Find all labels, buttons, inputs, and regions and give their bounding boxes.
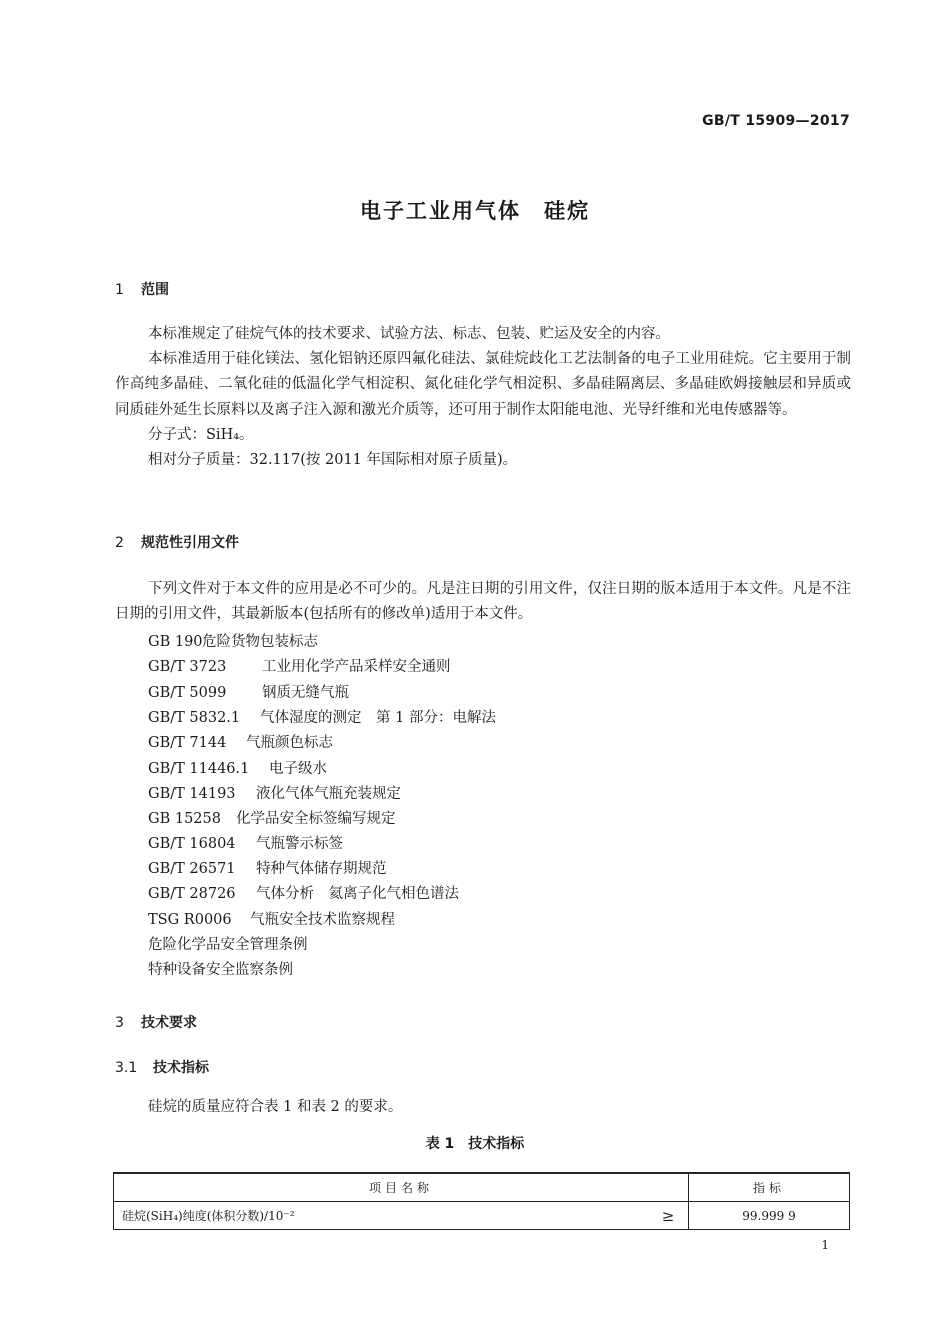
reference-title: 工业用化学产品采样安全通则 [262, 659, 451, 675]
reference-code: GB/T 11446.1 [148, 761, 250, 777]
reference-item [148, 630, 318, 651]
reference-code: GB/T 5099 [148, 685, 227, 701]
reference-code: GB/T 16804 [148, 836, 236, 852]
reference-code: GB/T 3723 [148, 659, 227, 675]
reference-code: GB/T 26571 [148, 861, 236, 877]
reference-code: TSG R0006 [148, 912, 232, 928]
reference-title: 气瓶安全技术监察规程 [250, 912, 395, 928]
reference-item [148, 857, 387, 878]
reference-item [148, 933, 308, 954]
table-header-value: 指标 [689, 1173, 850, 1202]
reference-item [148, 731, 333, 752]
section-number: 3 [115, 1015, 124, 1031]
document-title: 电子工业用气体 硅烷 [360, 199, 590, 223]
reference-title: 特种设备安全监察条例 [148, 962, 293, 978]
section-1-heading [115, 279, 169, 299]
reference-title: 液化气体气瓶充装规定 [256, 786, 401, 802]
reference-title: 气体分析 氦离子化气相色谱法 [256, 886, 459, 902]
reference-title: 气瓶警示标签 [256, 836, 343, 852]
reference-title: 电子级水 [269, 761, 327, 777]
paragraph: 相对分子质量：32.117(按 2011 年国际相对原子质量)。 [148, 452, 518, 469]
reference-title: 气体湿度的测定 第 1 部分：电解法 [260, 710, 496, 726]
reference-item [148, 757, 327, 778]
paragraph: 分子式：SiH₄。 [148, 426, 254, 443]
reference-title: 危险货物包装标志 [202, 634, 318, 650]
reference-item [148, 908, 395, 929]
reference-title: 特种气体储存期规范 [256, 861, 387, 877]
section-2-intro [115, 577, 851, 627]
table-header-item: 项目名称 [114, 1173, 689, 1202]
reference-title: 钢质无缝气瓶 [262, 685, 349, 701]
section-number: 1 [115, 282, 124, 298]
subsection-3-1-heading [115, 1057, 209, 1077]
paragraph: 下列文件对于本文件的应用是必不可少的。凡是注日期的引用文件，仅注日期的版本适用于本文件。凡是不注日期的引用文件，其最新版本(包括所有的修改单)适用于本文件。 [115, 581, 851, 623]
reference-title: 气瓶颜色标志 [246, 735, 333, 751]
reference-code: GB/T 28726 [148, 886, 236, 902]
section-title: 技术要求 [141, 1015, 197, 1031]
table-cell-relation: ≥ [648, 1202, 689, 1230]
section-1-body [115, 322, 851, 473]
reference-item [148, 958, 293, 979]
reference-code: GB/T 5832.1 [148, 710, 241, 726]
spec-table [113, 1172, 850, 1230]
reference-title: 危险化学品安全管理条例 [148, 937, 308, 953]
section-title: 规范性引用文件 [141, 535, 239, 551]
subsection-number: 3.1 [115, 1060, 138, 1076]
reference-code: GB/T 14193 [148, 786, 236, 802]
subsection-title: 技术指标 [153, 1060, 209, 1076]
reference-code: GB 190 [148, 634, 203, 650]
reference-item [148, 706, 496, 727]
page-number: 1 [821, 1238, 829, 1252]
reference-title: 化学品安全标签编写规定 [236, 811, 396, 827]
table-header-row [114, 1173, 850, 1202]
section-3-heading [115, 1012, 197, 1032]
reference-item [148, 807, 396, 828]
table-cell-value: 99.999 9 [689, 1202, 850, 1230]
standard-code: GB/T 15909—2017 [702, 113, 850, 129]
paragraph: 本标准规定了硅烷气体的技术要求、试验方法、标志、包装、贮运及安全的内容。 [148, 326, 670, 342]
paragraph: 本标准适用于硅化镁法、氢化铝钠还原四氟化硅法、氯硅烷歧化工艺法制备的电子工业用硅烷。它主要用于制作高纯多晶硅、二氧化硅的低温化学气相淀积、氮化硅化学气相淀积、多晶硅隔离层、多晶硅欧姆接触层和异质或同质硅外延生长原料以及离子注入源和激光介质等，还可用于制作太阳能电池、光导纤维和光电传感器等。 [115, 351, 851, 418]
section-2-heading [115, 532, 239, 552]
section-title: 范围 [141, 282, 169, 298]
reference-item [148, 832, 343, 853]
reference-code: GB/T 7144 [148, 735, 227, 751]
reference-item [148, 782, 401, 803]
table-cell-item: 硅烷(SiH₄)纯度(体积分数)/10⁻² [114, 1202, 649, 1230]
reference-item [148, 655, 451, 676]
reference-code: GB 15258 [148, 811, 221, 827]
table-row [114, 1202, 850, 1230]
reference-item [148, 681, 349, 702]
reference-item [148, 882, 459, 903]
table-caption: 表 1 技术指标 [425, 1136, 525, 1152]
paragraph: 硅烷的质量应符合表 1 和表 2 的要求。 [148, 1099, 403, 1115]
section-number: 2 [115, 535, 124, 551]
